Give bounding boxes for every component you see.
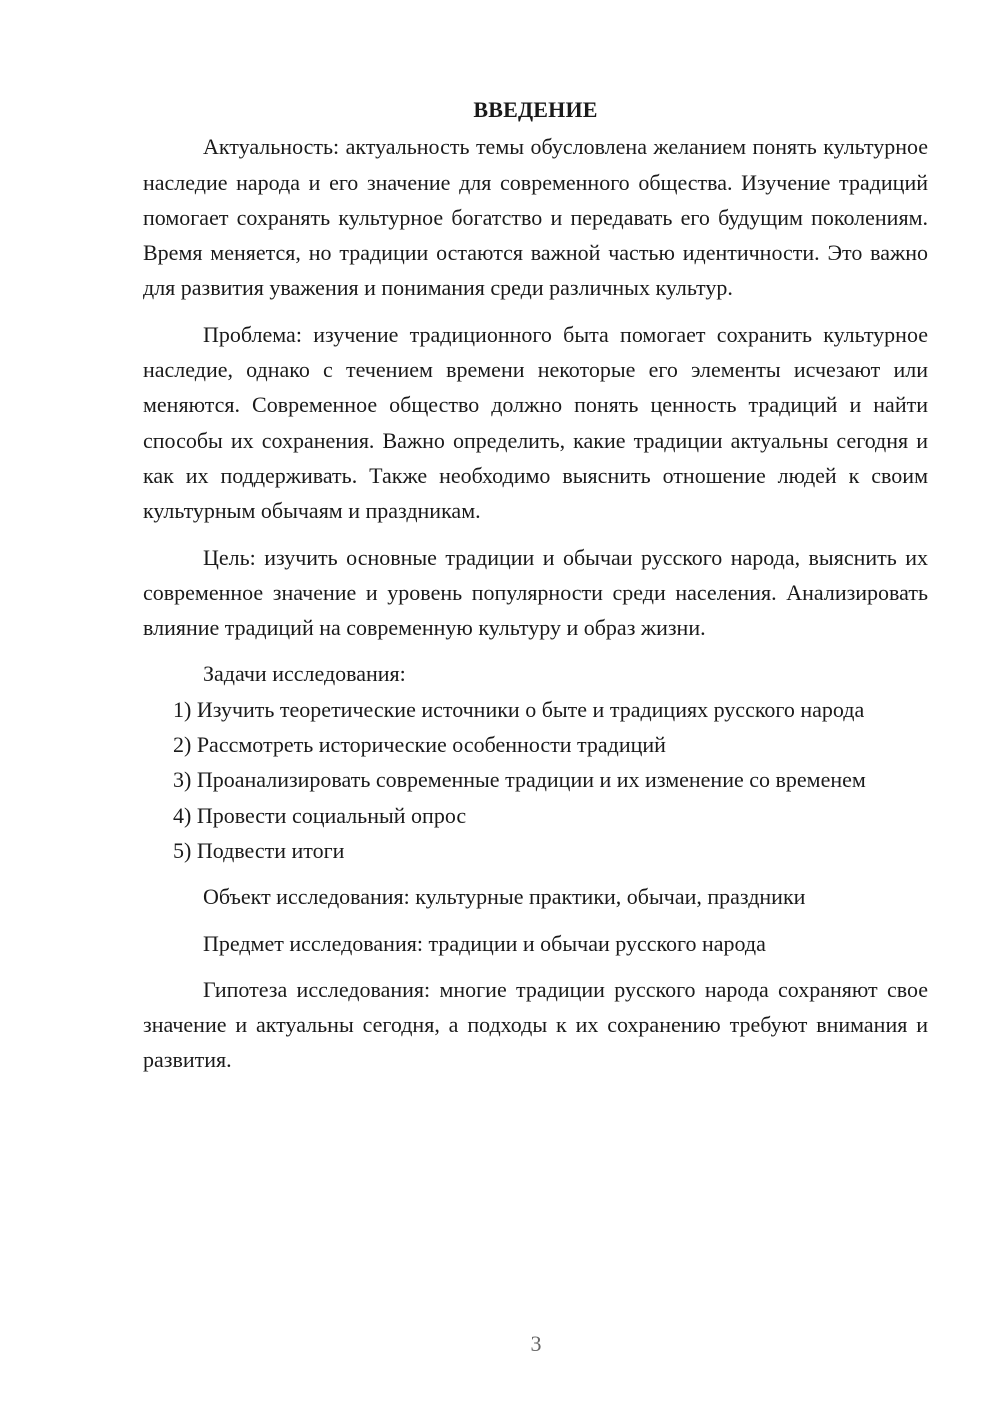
- task-item-5: 5) Подвести итоги: [173, 837, 345, 863]
- task-item-4: 4) Провести социальный опрос: [173, 802, 467, 828]
- document-body: [143, 92, 928, 1078]
- page-number: 3: [530, 1331, 542, 1356]
- task-item-1: 1) Изучить теоретические источники о быте и традициях русского народа: [173, 696, 865, 722]
- goal-paragraph: Цель: изучить основные традиции и обычаи русского народа, выяснить их современное значение и уровень популярности среди населения. Анализировать влияние традиций на современную культуру и образ жизни.: [143, 544, 928, 641]
- problem-paragraph: Проблема: изучение традиционного быта помогает сохранить культурное наследие, однако с течением времени некоторые его элементы исчезают или меняются. Современное общество должно понять ценность традиций и найти способы их сохранения. Важно определить, какие традиции актуальны сегодня и как их поддерживать. Также необходимо выяснить отношение людей к своим культурным обычаям и праздникам.: [143, 321, 928, 524]
- tasks-heading: Задачи исследования:: [203, 661, 406, 687]
- task-item-3: 3) Проанализировать современные традиции и их изменение со временем: [173, 767, 866, 793]
- research-hypothesis: Гипотеза исследования: многие традиции русского народа сохраняют свое значение и актуальны сегодня, а подходы к их сохранению требуют внимания и развития.: [143, 976, 928, 1073]
- research-subject: Предмет исследования: традиции и обычаи русского народа: [203, 930, 766, 956]
- section-title: ВВЕДЕНИЕ: [473, 97, 598, 122]
- research-object: Объект исследования: культурные практики, обычаи, праздники: [203, 884, 806, 910]
- task-item-2: 2) Рассмотреть исторические особенности традиций: [173, 732, 666, 758]
- relevance-paragraph: Актуальность: актуальность темы обусловлена желанием понять культурное наследие народа и его значение для современного общества. Изучение традиций помогает сохранять культурное богатство и передавать его будущим поколениям. Время меняется, но традиции остаются важной частью идентичности. Это важно для развития уважения и понимания среди различных культур.: [143, 134, 928, 301]
